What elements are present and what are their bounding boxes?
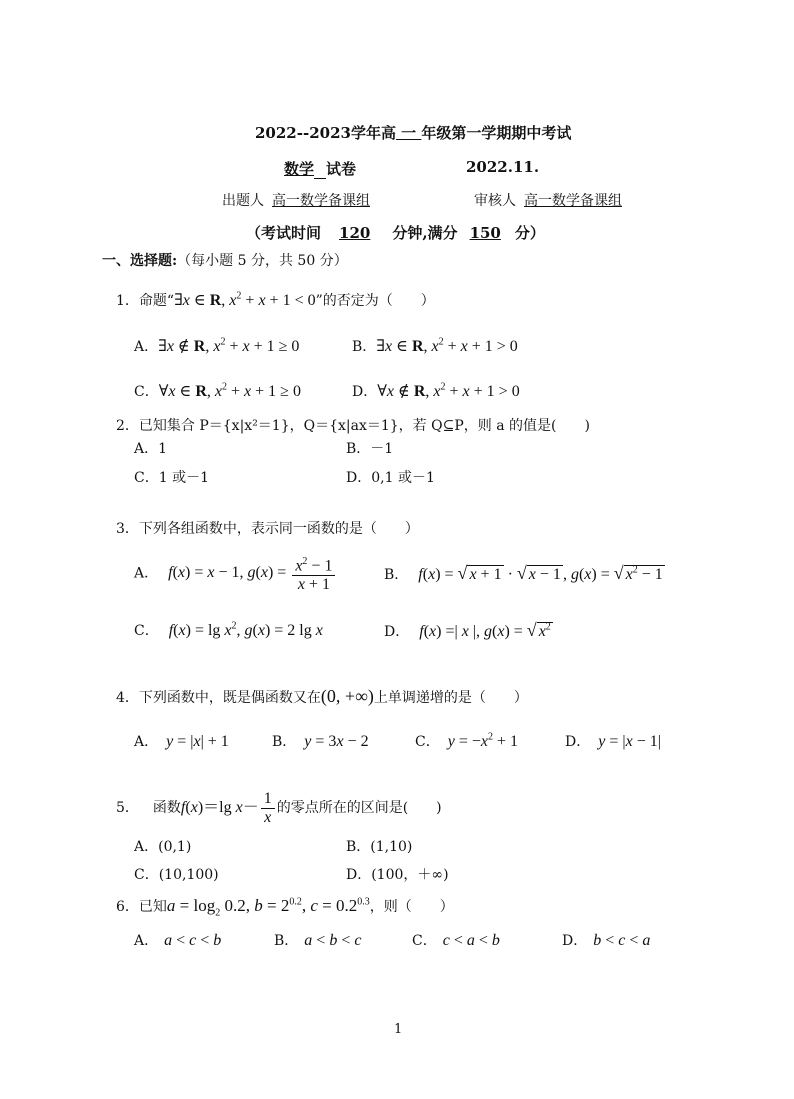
q4-interval: (0, +∞) (320, 686, 374, 706)
q6-b-label: B． (274, 933, 299, 949)
q1-b-label: B． (352, 339, 377, 355)
q3-a-label: A． (134, 565, 159, 582)
q1-option-d (352, 381, 520, 401)
q6-option-b (274, 930, 361, 950)
q3-c-formula: $f(x) = \lg x^2$, g(x) = 2 lg x (168, 620, 323, 639)
q4-option-d (565, 731, 661, 751)
q1-a-formula: ∃x ∉ R, $x^2 + x + 1 \ge 0$ (158, 336, 300, 355)
q4-b-formula: y = 3x − 2 (304, 733, 369, 750)
q2-option-a: A．1 (134, 441, 168, 457)
title-pre: 2022--2023学年高 (255, 124, 396, 142)
q3-option-b (384, 563, 665, 584)
q6-formula: $a = \log_2 0.2$, $b = 2^{0.2}$, $c = 0.2^{0.3}$ (166, 896, 370, 919)
q1-b-formula: ∃x ∈ R, $x^2 + x + 1 > 0$ (376, 336, 518, 355)
q3-option-c (134, 620, 323, 640)
q6-pre: 6．已知 (116, 899, 167, 915)
q1-option-b (352, 336, 518, 356)
q6-d-label: D． (562, 933, 588, 949)
q1-c-label: C． (134, 384, 159, 400)
q2-stem: 2．已知集合 P＝{x|x²＝1}，Q＝{x|ax＝1}，若 Q⊆P，则 a 的值是( ) (116, 418, 590, 434)
q1-d-formula: ∀x ∉ R, $x^2 + x + 1 > 0$ (377, 381, 520, 400)
q1-option-c (134, 381, 301, 401)
q3-c-label: C． (134, 623, 159, 639)
q1-number: 1． (116, 293, 139, 309)
q4-option-b (272, 731, 369, 751)
q5-option-a: A．(0,1) (134, 839, 192, 855)
q4-option-a (134, 731, 229, 751)
author-name: 高一数学备课组 (272, 193, 370, 209)
paper-label: 试卷 (326, 160, 357, 178)
q3-option-d (384, 620, 553, 641)
q4-c-formula: $y = -x^2 + 1$ (447, 731, 519, 750)
q1-stem (116, 290, 435, 310)
q3-b-label: B． (384, 567, 409, 583)
q1-c-formula: ∀x ∈ R, $x^2 + x + 1 \ge 0$ (158, 381, 301, 400)
q2-option-c: C．1 或－1 (134, 470, 209, 486)
q6-b-formula: a < b < c (304, 932, 362, 949)
subject-underline (314, 177, 326, 179)
q3-d-label: D． (384, 624, 410, 640)
q1-post: ”的否定为（ ） (315, 293, 435, 309)
section-note: （每小题 5 分，共 50 分） (177, 253, 348, 269)
reviewer-line (474, 190, 648, 210)
section-title (102, 250, 348, 270)
q1-pre: 命题“ (138, 293, 175, 309)
q6-a-formula: a < c < b (164, 932, 222, 949)
q1-formula: ∃x ∈ R, $x^2 + x + 1 < 0$ (174, 290, 316, 309)
subject: 数学 (284, 160, 315, 178)
q3-b-formula: f(x) = √ x + 1 · √ x − 1 , g(x) = √ $x^2 - 1$ (418, 563, 663, 583)
q3-stem: 3．下列各组函数中，表示同一函数的是（ ） (116, 521, 419, 537)
author-label: 出题人 (222, 193, 264, 209)
q3-a-formula: f(x) = x − 1, g(x) = $\frac{x^2 - 1}{x + 1}$ (168, 564, 337, 581)
q4-c-label: C． (415, 734, 440, 750)
title-grade: 一 (395, 124, 422, 142)
exam-date: 2022.11. (466, 158, 540, 176)
q4-a-formula: y = |x| + 1 (166, 733, 229, 750)
q4-d-formula: y = |x − 1| (598, 733, 661, 750)
q3-d-formula: f(x) =| x |, g(x) = √ $x^2$ (419, 620, 551, 640)
exam-title (255, 122, 571, 143)
q5-post: 的零点所在的区间是( ) (276, 800, 442, 817)
q6-c-label: C． (412, 933, 437, 949)
reviewer-label: 审核人 (474, 193, 516, 209)
q5-option-d: D．(100，＋∞) (346, 867, 449, 883)
section-title-text: 一、选择题: (102, 253, 178, 269)
q2-option-d: D．0,1 或－1 (346, 470, 435, 486)
q6-option-c (412, 930, 500, 950)
q6-post: ，则（ ） (369, 899, 454, 915)
author-line (222, 190, 390, 210)
q4-post: 上单调递增的是（ ） (373, 690, 528, 706)
q5-formula: f(x)＝lg x－ $\frac{1}{x}$ (181, 799, 277, 816)
q6-option-d (562, 930, 650, 950)
q6-option-a (134, 930, 221, 950)
q5-stem (116, 790, 442, 827)
q6-c-formula: c < a < b (442, 932, 500, 949)
q4-d-label: D． (565, 734, 591, 750)
reviewer-name: 高一数学备课组 (524, 193, 622, 209)
page-number: 1 (394, 1022, 403, 1037)
time-mid: 分钟,满分 (392, 224, 458, 242)
q3-a-fraction: $\frac{x^2 - 1}{x + 1}$ (292, 553, 335, 594)
q6-d-formula: b < c < a (593, 932, 651, 949)
q4-pre: 4．下列函数中，既是偶函数又在 (116, 690, 321, 706)
time-value: 120 (339, 224, 371, 242)
subject-line (258, 158, 356, 179)
time-line (246, 222, 545, 243)
q4-stem (116, 686, 528, 707)
q4-option-c (415, 731, 518, 751)
q1-option-a (134, 336, 299, 356)
q5-pre: 函数 (152, 800, 181, 817)
q2-option-b: B．－1 (346, 441, 394, 457)
time-pre: （考试时间 (246, 224, 322, 242)
q1-a-label: A． (134, 339, 159, 355)
q3-option-a (134, 553, 337, 594)
time-post: 分） (514, 224, 545, 242)
q1-d-label: D． (352, 384, 378, 400)
score-value: 150 (469, 224, 501, 242)
q5-option-b: B．(1,10) (346, 839, 413, 855)
q5-number: 5． (116, 800, 139, 817)
q6-stem (116, 896, 454, 918)
q5-fraction: $\frac{1}{x}$ (261, 790, 275, 827)
q4-b-label: B． (272, 734, 297, 750)
q5-option-c: C．(10,100) (134, 867, 219, 883)
title-post: 年级第一学期期中考试 (421, 124, 572, 142)
q4-a-label: A． (134, 734, 159, 750)
q6-a-label: A． (134, 933, 159, 949)
